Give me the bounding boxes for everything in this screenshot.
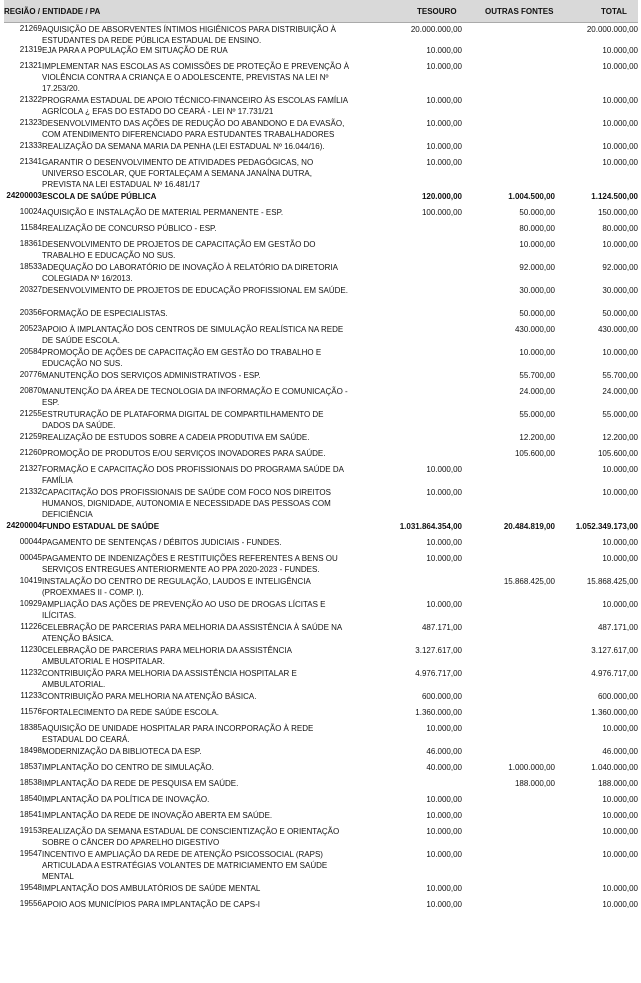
row-description: MANUTENÇÃO DOS SERVIÇOS ADMINISTRATIVOS - ESP.	[42, 371, 261, 380]
row-description: ESTRUTURAÇÃO DE PLATAFORMA DIGITAL DE COMPARTILHAMENTO DE DADOS DA SAÚDE.	[42, 410, 324, 430]
table-row	[4, 898, 638, 914]
table-row	[4, 346, 638, 369]
row-description: PROMOÇÃO DE PRODUTOS E/OU SERVIÇOS INOVADORES PARA SAÚDE.	[42, 449, 326, 458]
row-code: 21327	[19, 464, 42, 473]
row-tesouro: 10.000,00	[426, 600, 462, 609]
row-tesouro: 10.000,00	[426, 119, 462, 128]
table-row	[4, 385, 638, 408]
row-code: 11584	[20, 223, 42, 232]
table-row	[4, 848, 638, 882]
row-total: 50.000,00	[602, 309, 638, 318]
row-description: IMPLANTAÇÃO DA POLÍTICA DE INOVAÇÃO.	[42, 795, 210, 804]
row-code: 21319	[19, 45, 42, 54]
table-row	[4, 206, 638, 222]
row-outras-fontes: 430.000,00	[514, 325, 555, 334]
row-outras-fontes: 105.600,00	[514, 449, 555, 458]
row-code: 00044	[19, 537, 42, 546]
row-total: 1.052.349.173,00	[575, 522, 638, 531]
row-outras-fontes: 80.000,00	[519, 224, 555, 233]
row-code: 00045	[19, 553, 42, 562]
row-total: 1.360.000,00	[591, 708, 638, 717]
table-row	[4, 667, 638, 690]
table-row	[4, 284, 638, 307]
row-description: GARANTIR O DESENVOLVIMENTO DE ATIVIDADES PEDAGÓGICAS, NO UNIVERSO ESCOLAR, QUE FORTALEÇAM A SEMANA JANAÍNA DUTRA, PREVISTA NA LEI ESTADUAL Nº 16.481/17	[42, 158, 314, 189]
row-code: 21341	[19, 157, 42, 166]
row-total: 188.000,00	[597, 779, 638, 788]
row-total: 430.000,00	[597, 325, 638, 334]
row-description: CONTRIBUIÇÃO PARA MELHORIA DA ASSISTÊNCIA HOSPITALAR E AMBULATORIAL.	[42, 669, 297, 689]
table-row	[4, 323, 638, 346]
row-total: 10.000,00	[602, 850, 638, 859]
row-tesouro: 10.000,00	[426, 724, 462, 733]
row-description: MODERNIZAÇÃO DA BIBLIOTECA DA ESP.	[42, 747, 202, 756]
row-outras-fontes: 12.200,00	[519, 433, 555, 442]
row-outras-fontes: 24.000,00	[519, 387, 555, 396]
row-description: IMPLANTAÇÃO DO CENTRO DE SIMULAÇÃO.	[42, 763, 214, 772]
row-code: 19556	[19, 899, 42, 908]
row-total: 10.000,00	[602, 465, 638, 474]
row-total: 20.000.000,00	[586, 25, 638, 34]
row-outras-fontes: 10.000,00	[519, 348, 555, 357]
row-description: CAPACITAÇÃO DOS PROFISSIONAIS DE SAÚDE COM FOCO NOS DIREITOS HUMANOS, DIGNIDADE, AUTONOMIA E NECESSIDADE DAS PESSOAS COM DEFICIÊNCIA	[42, 488, 331, 519]
table-row	[4, 552, 638, 575]
row-total: 10.000,00	[602, 240, 638, 249]
row-outras-fontes: 15.868.425,00	[503, 577, 555, 586]
row-description: FORMAÇÃO DE ESPECIALISTAS.	[42, 309, 168, 318]
row-code: 20523	[19, 324, 42, 333]
table-row	[4, 463, 638, 486]
table-row	[4, 156, 638, 190]
row-total: 3.127.617,00	[591, 646, 638, 655]
row-description: AQUISIÇÃO DE UNIDADE HOSPITALAR PARA INCORPORAÇÃO À REDE ESTADUAL DO CEARÁ.	[42, 724, 314, 744]
row-description: CELEBRAÇÃO DE PARCERIAS PARA MELHORIA DA ASSISTÊNCIA À SAÚDE NA ATENÇÃO BÁSICA.	[42, 623, 342, 643]
table-row	[4, 761, 638, 777]
row-code: 20327	[19, 285, 42, 294]
row-description: IMPLANTAÇÃO DA REDE DE PESQUISA EM SAÚDE.	[42, 779, 239, 788]
row-tesouro: 10.000,00	[426, 96, 462, 105]
row-code: 11233	[20, 691, 42, 700]
row-total: 80.000,00	[602, 224, 638, 233]
row-description: DESENVOLVIMENTO DAS AÇÕES DE REDUÇÃO DO ABANDONO E DA EVASÃO, COM ATENDIMENTO DIFERENCIADO PARA ESTUDANTES TRABALHADORES	[42, 119, 345, 139]
row-description: REALIZAÇÃO DE ESTUDOS SOBRE A CADEIA PRODUTIVA EM SAÚDE.	[42, 433, 310, 442]
table-row	[4, 793, 638, 809]
row-tesouro: 10.000,00	[426, 827, 462, 836]
row-outras-fontes: 30.000,00	[519, 286, 555, 295]
row-code: 18538	[19, 778, 42, 787]
row-total: 30.000,00	[602, 286, 638, 295]
row-code: 21332	[19, 487, 42, 496]
row-description: FUNDO ESTADUAL DE SAÚDE	[42, 522, 160, 531]
row-tesouro: 10.000,00	[426, 884, 462, 893]
row-code: 21255	[19, 409, 42, 418]
row-code: 10024	[19, 207, 42, 216]
row-outras-fontes: 188.000,00	[514, 779, 555, 788]
row-code: 20584	[19, 347, 42, 356]
header-total: TOTAL	[601, 7, 627, 16]
row-code: 24200003	[6, 191, 42, 200]
row-description: IMPLEMENTAR NAS ESCOLAS AS COMISSÕES DE PROTEÇÃO E PREVENÇÃO À VIOLÊNCIA CONTRA A CRIANÇA E O ADOLESCENTE, PREVISTAS NA LEI Nº 17.253/20.	[42, 62, 350, 93]
row-description: AQUISIÇÃO E INSTALAÇÃO DE MATERIAL PERMANENTE - ESP.	[42, 208, 284, 217]
table-row	[4, 117, 638, 140]
row-code: 18537	[19, 762, 42, 771]
row-tesouro: 1.360.000,00	[415, 708, 462, 717]
row-tesouro: 120.000,00	[421, 192, 462, 201]
row-code: 21333	[19, 141, 42, 150]
row-total: 10.000,00	[602, 884, 638, 893]
row-total: 10.000,00	[602, 900, 638, 909]
row-tesouro: 10.000,00	[426, 811, 462, 820]
table-row	[4, 222, 638, 238]
row-description: INSTALAÇÃO DO CENTRO DE REGULAÇÃO, LAUDOS E INTELIGÊNCIA (PROEXMAES II - COMP. I).	[42, 577, 311, 597]
table-row	[4, 408, 638, 431]
row-code: 18385	[19, 723, 42, 732]
row-description: PROMOÇÃO DE AÇÕES DE CAPACITAÇÃO EM GESTÃO DO TRABALHO E EDUCAÇÃO NO SUS.	[42, 348, 322, 368]
table-body	[4, 23, 638, 914]
row-code: 21322	[19, 95, 42, 104]
entity-row	[4, 520, 638, 536]
row-outras-fontes: 20.484.819,00	[503, 522, 555, 531]
row-tesouro: 600.000,00	[421, 692, 462, 701]
row-total: 10.000,00	[602, 62, 638, 71]
row-total: 55.000,00	[602, 410, 638, 419]
row-description: PAGAMENTO DE INDENIZAÇÕES E RESTITUIÇÕES REFERENTES A BENS OU SERVIÇOS ENTREGUES ANTERIORMENTE AO PPA 2020-2023 - FUNDES.	[42, 554, 338, 574]
row-description: APOIO AOS MUNICÍPIOS PARA IMPLANTAÇÃO DE CAPS-I	[42, 900, 260, 909]
header-tesouro: TESOURO	[417, 7, 457, 16]
row-total: 10.000,00	[602, 724, 638, 733]
row-description: EJA PARA A POPULAÇÃO EM SITUAÇÃO DE RUA	[42, 46, 228, 55]
row-code: 10419	[19, 576, 42, 585]
row-description: MANUTENÇÃO DA ÁREA DE TECNOLOGIA DA INFORMAÇÃO E COMUNICAÇÃO - ESP.	[42, 387, 348, 407]
row-code: 11230	[20, 645, 42, 654]
row-total: 487.171,00	[597, 623, 638, 632]
row-tesouro: 4.976.717,00	[415, 669, 462, 678]
row-tesouro: 20.000.000,00	[410, 25, 462, 34]
table-row	[4, 44, 638, 60]
row-code: 10929	[19, 599, 42, 608]
table-row	[4, 238, 638, 261]
row-tesouro: 10.000,00	[426, 900, 462, 909]
table-row	[4, 598, 638, 621]
row-tesouro: 10.000,00	[426, 795, 462, 804]
table-header	[4, 0, 638, 23]
row-code: 19548	[19, 883, 42, 892]
row-code: 24200004	[6, 521, 42, 530]
row-code: 18361	[19, 239, 42, 248]
table-row	[4, 447, 638, 463]
row-outras-fontes: 92.000,00	[519, 263, 555, 272]
row-total: 10.000,00	[602, 96, 638, 105]
row-code: 11232	[20, 668, 42, 677]
row-total: 10.000,00	[602, 795, 638, 804]
row-tesouro: 1.031.864.354,00	[399, 522, 462, 531]
row-tesouro: 10.000,00	[426, 158, 462, 167]
row-code: 11576	[20, 707, 42, 716]
table-row	[4, 261, 638, 284]
table-row	[4, 644, 638, 667]
table-row	[4, 882, 638, 898]
row-description: FORTALECIMENTO DA REDE SAÚDE ESCOLA.	[42, 708, 219, 717]
row-outras-fontes: 50.000,00	[519, 208, 555, 217]
row-description: IMPLANTAÇÃO DOS AMBULATÓRIOS DE SAÚDE MENTAL	[42, 884, 261, 893]
header-outras-fontes: OUTRAS FONTES	[485, 7, 554, 16]
row-total: 46.000,00	[602, 747, 638, 756]
row-tesouro: 10.000,00	[426, 46, 462, 55]
row-tesouro: 40.000,00	[426, 763, 462, 772]
row-description: AMPLIAÇÃO DAS AÇÕES DE PREVENÇÃO AO USO DE DROGAS LÍCITAS E ILÍCITAS.	[42, 600, 326, 620]
row-description: REALIZAÇÃO DA SEMANA ESTADUAL DE CONSCIENTIZAÇÃO E ORIENTAÇÃO SOBRE O CÂNCER DO APARELHO DIGESTIVO	[42, 827, 340, 847]
row-total: 10.000,00	[602, 827, 638, 836]
row-code: 21260	[19, 448, 42, 457]
row-code: 20870	[19, 386, 42, 395]
row-description: PROGRAMA ESTADUAL DE APOIO TÉCNICO-FINANCEIRO ÀS ESCOLAS FAMÍLIA AGRÍCOLA ¿ EFAS DO ESTADO DO CEARÁ - LEI Nº 17.731/21	[42, 96, 348, 116]
row-code: 21269	[19, 24, 42, 33]
table-row	[4, 94, 638, 117]
row-total: 10.000,00	[602, 538, 638, 547]
row-total: 10.000,00	[602, 119, 638, 128]
row-code: 18533	[19, 262, 42, 271]
row-total: 600.000,00	[597, 692, 638, 701]
table-row	[4, 60, 638, 94]
row-description: ESCOLA DE SAÚDE PÚBLICA	[42, 192, 157, 201]
row-description: CONTRIBUIÇÃO PARA MELHORIA NA ATENÇÃO BÁSICA.	[42, 692, 257, 701]
row-description: DESENVOLVIMENTO DE PROJETOS DE EDUCAÇÃO PROFISSIONAL EM SAÚDE.	[42, 286, 348, 295]
row-total: 10.000,00	[602, 811, 638, 820]
row-description: REALIZAÇÃO DA SEMANA MARIA DA PENHA (LEI ESTADUAL Nº 16.044/16).	[42, 142, 325, 151]
row-tesouro: 487.171,00	[421, 623, 462, 632]
row-code: 21259	[19, 432, 42, 441]
row-code: 19547	[19, 849, 42, 858]
row-total: 4.976.717,00	[591, 669, 638, 678]
row-outras-fontes: 1.004.500,00	[508, 192, 555, 201]
row-total: 10.000,00	[602, 158, 638, 167]
row-description: AQUISIÇÃO DE ABSORVENTES ÍNTIMOS HIGIÊNICOS PARA DISTRIBUIÇÃO À ESTUDANTES DA REDE PÚBLICA ESTADUAL DE ENSINO.	[42, 25, 336, 45]
table-row	[4, 706, 638, 722]
table-row	[4, 825, 638, 848]
row-description: CELEBRAÇÃO DE PARCERIAS PARA MELHORIA DA ASSISTÊNCIA AMBULATORIAL E HOSPITALAR.	[42, 646, 292, 666]
row-description: PAGAMENTO DE SENTENÇAS / DÉBITOS JUDICIAIS - FUNDES.	[42, 538, 282, 547]
row-total: 150.000,00	[597, 208, 638, 217]
row-description: APOIO À IMPLANTAÇÃO DOS CENTROS DE SIMULAÇÃO REALÍSTICA NA REDE DE SAÚDE ESCOLA.	[42, 325, 344, 345]
row-code: 21321	[19, 61, 42, 70]
row-total: 10.000,00	[602, 600, 638, 609]
row-total: 12.200,00	[602, 433, 638, 442]
row-total: 1.124.500,00	[591, 192, 638, 201]
row-description: ADEQUAÇÃO DO LABORATÓRIO DE INOVAÇÃO À RELATÓRIO DA DIRETORIA COLEGIADA Nº 16/2013.	[42, 263, 338, 283]
row-description: IMPLANTAÇÃO DA REDE DE INOVAÇÃO ABERTA EM SAÚDE.	[42, 811, 273, 820]
table-row	[4, 621, 638, 644]
row-tesouro: 10.000,00	[426, 62, 462, 71]
table-row	[4, 745, 638, 761]
table-row	[4, 23, 638, 44]
row-description: REALIZAÇÃO DE CONCURSO PÚBLICO - ESP.	[42, 224, 217, 233]
row-code: 11226	[20, 622, 42, 631]
budget-table	[4, 0, 638, 914]
table-row	[4, 575, 638, 598]
row-total: 10.000,00	[602, 142, 638, 151]
row-tesouro: 10.000,00	[426, 554, 462, 563]
table-row	[4, 369, 638, 385]
row-code: 20776	[19, 370, 42, 379]
row-total: 10.000,00	[602, 488, 638, 497]
row-description: FORMAÇÃO E CAPACITAÇÃO DOS PROFISSIONAIS DO PROGRAMA SAÚDE DA FAMÍLIA	[42, 465, 344, 485]
row-tesouro: 3.127.617,00	[415, 646, 462, 655]
table-row	[4, 777, 638, 793]
row-tesouro: 10.000,00	[426, 465, 462, 474]
row-code: 18498	[19, 746, 42, 755]
row-tesouro: 46.000,00	[426, 747, 462, 756]
row-description: DESENVOLVIMENTO DE PROJETOS DE CAPACITAÇÃO EM GESTÃO DO TRABALHO E EDUCAÇÃO NO SUS.	[42, 240, 316, 260]
row-total: 55.700,00	[602, 371, 638, 380]
table-row	[4, 690, 638, 706]
table-row	[4, 431, 638, 447]
row-total: 10.000,00	[602, 554, 638, 563]
row-total: 15.868.425,00	[586, 577, 638, 586]
row-outras-fontes: 1.000.000,00	[508, 763, 555, 772]
row-tesouro: 10.000,00	[426, 850, 462, 859]
row-tesouro: 10.000,00	[426, 142, 462, 151]
row-total: 10.000,00	[602, 46, 638, 55]
row-outras-fontes: 50.000,00	[519, 309, 555, 318]
row-total: 92.000,00	[602, 263, 638, 272]
row-total: 1.040.000,00	[591, 763, 638, 772]
table-row	[4, 140, 638, 156]
row-code: 21323	[19, 118, 42, 127]
row-tesouro: 10.000,00	[426, 488, 462, 497]
row-total: 10.000,00	[602, 348, 638, 357]
table-row	[4, 486, 638, 520]
table-row	[4, 809, 638, 825]
row-code: 20356	[19, 308, 42, 317]
row-outras-fontes: 10.000,00	[519, 240, 555, 249]
row-tesouro: 10.000,00	[426, 538, 462, 547]
row-outras-fontes: 55.000,00	[519, 410, 555, 419]
row-code: 18541	[19, 810, 42, 819]
entity-row	[4, 190, 638, 206]
table-row	[4, 307, 638, 323]
table-row	[4, 536, 638, 552]
row-total: 24.000,00	[602, 387, 638, 396]
row-description: INCENTIVO E AMPLIAÇÃO DA REDE DE ATENÇÃO PSICOSSOCIAL (RAPS) ARTICULADA A ESTRATÉGIAS VOLANTES DE MATRICIAMENTO EM SAÚDE MENTAL	[42, 850, 328, 881]
row-code: 19153	[19, 826, 42, 835]
row-total: 105.600,00	[597, 449, 638, 458]
header-region: REGIÃO / ENTIDADE / PA	[4, 7, 101, 16]
table-row	[4, 722, 638, 745]
row-code: 18540	[19, 794, 42, 803]
row-tesouro: 100.000,00	[421, 208, 462, 217]
row-outras-fontes: 55.700,00	[519, 371, 555, 380]
